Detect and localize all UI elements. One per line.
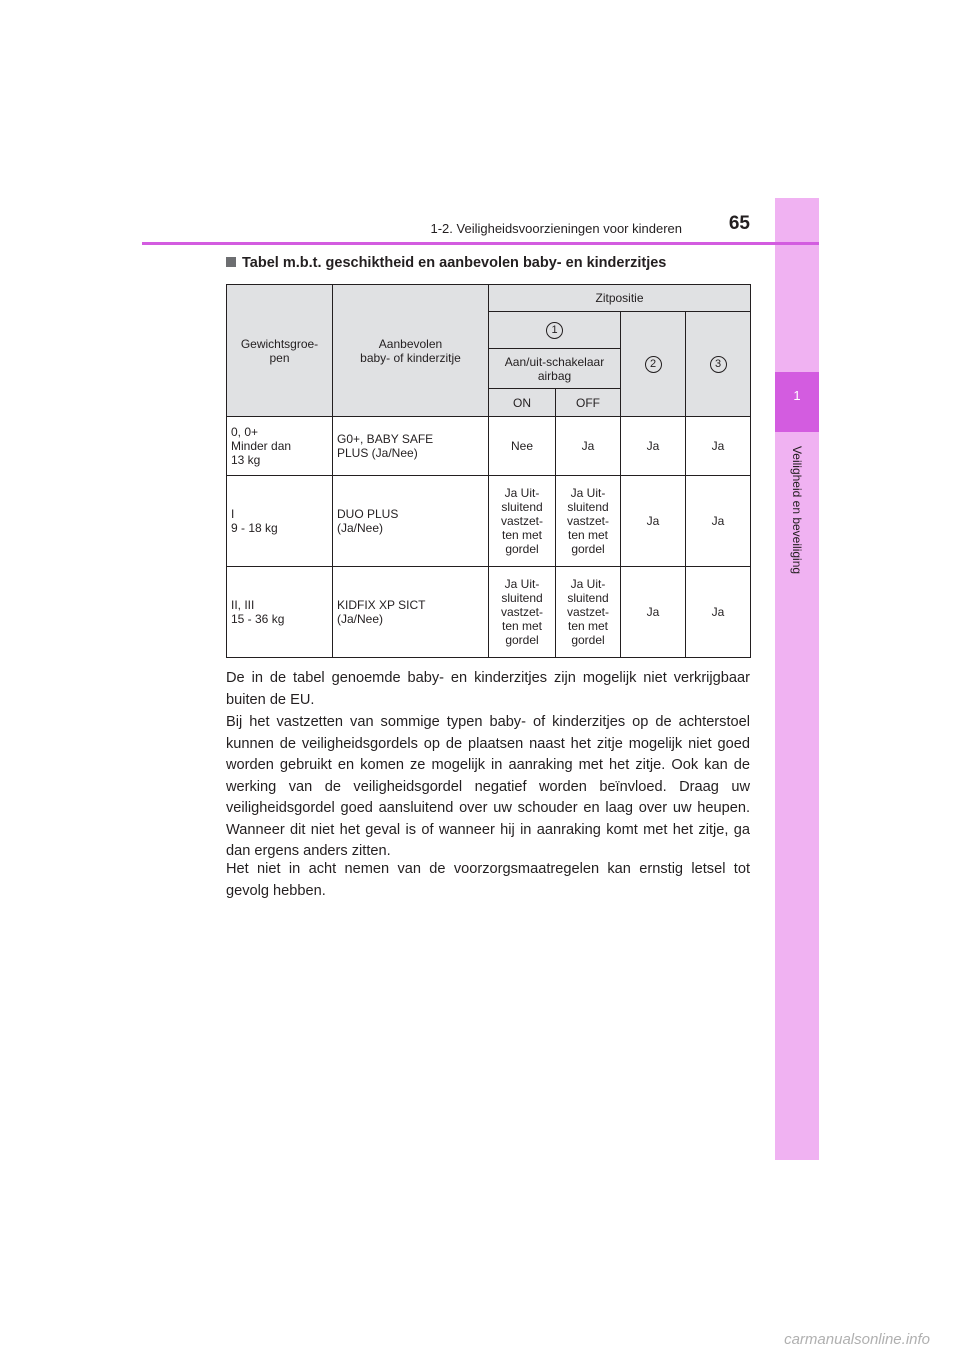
header-weight-group: Gewichtsgroe- pen <box>227 285 333 417</box>
cell-on: Ja Uit- sluitend vastzet- ten met gordel <box>489 567 556 658</box>
cell-pos2: Ja <box>621 417 686 476</box>
cell-off: Ja Uit- sluitend vastzet- ten met gordel <box>556 476 621 567</box>
table-row <box>227 476 751 567</box>
position-2-marker: 2 <box>645 356 662 373</box>
header-airbag-switch: Aan/uit-schakelaar airbag <box>489 349 621 389</box>
cell-pos3: Ja <box>686 476 751 567</box>
header-rule <box>142 242 819 245</box>
watermark: carmanualsonline.info <box>784 1331 930 1348</box>
header-recommended-seat: Aanbevolen baby- of kinderzitje <box>333 285 489 417</box>
cell-weight: 0, 0+ Minder dan 13 kg <box>227 417 333 476</box>
cell-off: Ja Uit- sluitend vastzet- ten met gordel <box>556 567 621 658</box>
child-seat-suitability-table <box>226 284 751 658</box>
cell-pos2: Ja <box>621 567 686 658</box>
cell-off: Ja <box>556 417 621 476</box>
section-heading-text: Tabel m.b.t. geschiktheid en aanbevolen baby- en kinderzitjes <box>242 255 667 271</box>
section-heading <box>226 255 666 271</box>
position-3-marker: 3 <box>710 356 727 373</box>
cell-weight: I 9 - 18 kg <box>227 476 333 567</box>
header-airbag-off: OFF <box>556 389 621 417</box>
header-position-3 <box>686 312 751 417</box>
table-row <box>227 567 751 658</box>
cell-weight: II, III 15 - 36 kg <box>227 567 333 658</box>
table-row <box>227 417 751 476</box>
cell-seat: DUO PLUS (Ja/Nee) <box>333 476 489 567</box>
chapter-label: Veiligheid en beveiliging <box>790 445 804 575</box>
header-airbag-on: ON <box>489 389 556 417</box>
cell-on: Nee <box>489 417 556 476</box>
header-position-1 <box>489 312 621 349</box>
cell-seat: KIDFIX XP SICT (Ja/Nee) <box>333 567 489 658</box>
cell-seat: G0+, BABY SAFE PLUS (Ja/Nee) <box>333 417 489 476</box>
chapter-number: 1 <box>793 388 801 403</box>
body-paragraph: Het niet in acht nemen van de voorzorgsmaatregelen kan ernstig letsel tot gevolg hebben. <box>226 861 750 899</box>
header-position-2 <box>621 312 686 417</box>
cell-pos3: Ja <box>686 567 751 658</box>
cell-pos2: Ja <box>621 476 686 567</box>
position-1-marker: 1 <box>546 322 563 339</box>
header-seat-position: Zitpositie <box>489 285 751 312</box>
page-number: 65 <box>728 213 750 234</box>
running-header-title: 1-2. Veiligheidsvoorzieningen voor kinderen <box>430 221 682 236</box>
bullet-square-icon <box>226 257 236 267</box>
chapter-side-tab <box>775 198 819 1160</box>
cell-on: Ja Uit- sluitend vastzet- ten met gordel <box>489 476 556 567</box>
body-paragraph: De in de tabel genoemde baby- en kinderzitjes zijn mogelijk niet verkrijgbaar buiten de EU. <box>226 670 750 708</box>
cell-pos3: Ja <box>686 417 751 476</box>
body-paragraph: Bij het vastzetten van sommige typen baby- of kinderzitjes op de achterstoel kunnen de veiligheidsgordels op de plaatsen naast het zitje mogelijk niet goed worden gebruikt en komen ze mogelijk in aanraking met het zitje. Ook kan de werking van de veiligheidsgordel negatief worden beïnvloed. Draag uw veiligheidsgordel goed aansluitend over uw schouder en laag over uw heupen. Wanneer dit niet het geval is of wanneer hij in aanraking komt met het zitje, ga dan ergens anders zitten. <box>226 714 750 859</box>
